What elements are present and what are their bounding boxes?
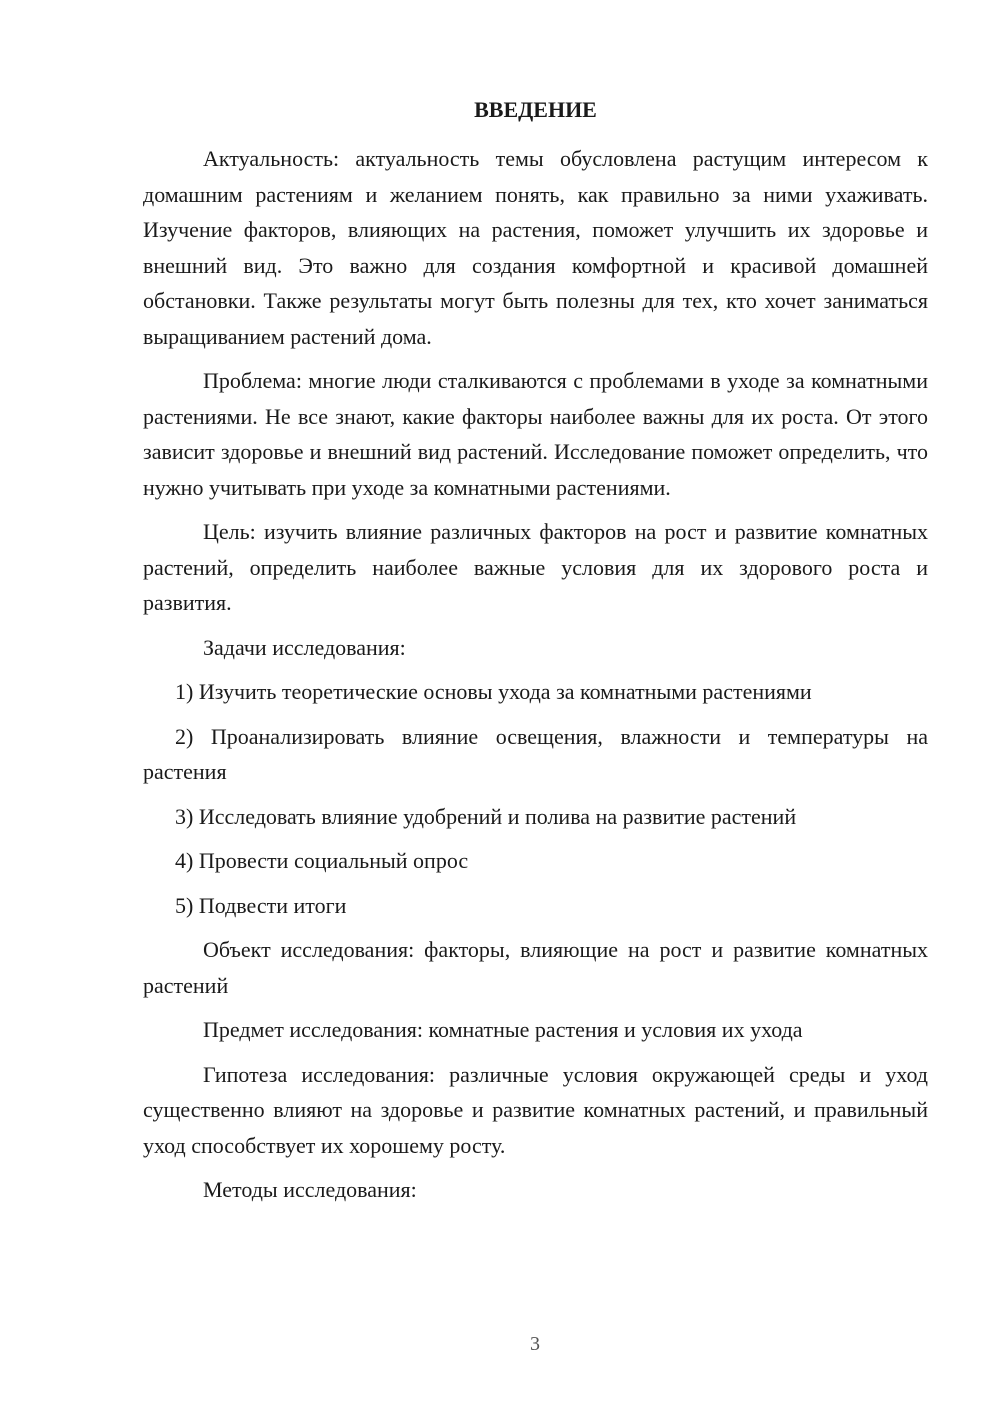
tasks-heading: Задачи исследования: bbox=[203, 634, 406, 660]
page-number: 3 bbox=[530, 1333, 540, 1355]
task-item-4: 4) Провести социальный опрос bbox=[175, 848, 469, 873]
goal-paragraph: Цель: изучить влияние различных факторов на рост и развитие комнатных растений, определить наиболее важные условия для их здорового роста и развития. bbox=[143, 519, 928, 615]
task-item-1: 1) Изучить теоретические основы ухода за комнатными растениями bbox=[175, 679, 812, 704]
document-page bbox=[143, 92, 928, 1217]
hypothesis-paragraph: Гипотеза исследования: различные условия окружающей среды и уход существенно влияют на здоровье и развитие комнатных растений, и правильный уход способствует их хорошему росту. bbox=[143, 1061, 928, 1158]
task-item-5: 5) Подвести итоги bbox=[175, 892, 347, 918]
problem-paragraph: Проблема: многие люди сталкиваются с проблемами в уходе за комнатными растениями. Не все знают, какие факторы наиболее важны для их роста. От этого зависит здоровье и внешний вид растений. Исследование поможет определить, что нужно учитывать при уходе за комнатными растениями. bbox=[143, 368, 928, 500]
task-item-3: 3) Исследовать влияние удобрений и полива на развитие растений bbox=[175, 803, 797, 829]
subject-paragraph: Предмет исследования: комнатные растения и условия их ухода bbox=[203, 1017, 803, 1042]
relevance-paragraph: Актуальность: актуальность темы обусловлена растущим интересом к домашним растениям и желанием понять, как правильно за ними ухаживать. Изучение факторов, влияющих на растения, поможет улучшить их здоровье и внешний вид. Это важно для создания комфортной и красивой домашней обстановки. Также результаты могут быть полезны для тех, кто хочет заниматься выращиванием растений дома. bbox=[143, 146, 928, 349]
methods-paragraph: Методы исследования: bbox=[203, 1177, 417, 1202]
task-item-2: 2) Проанализировать влияние освещения, влажности и температуры на растения bbox=[143, 723, 928, 784]
object-paragraph: Объект исследования: факторы, влияющие на рост и развитие комнатных растений bbox=[143, 937, 928, 998]
page-title: ВВЕДЕНИЕ bbox=[474, 97, 597, 122]
tasks-list bbox=[143, 674, 928, 923]
